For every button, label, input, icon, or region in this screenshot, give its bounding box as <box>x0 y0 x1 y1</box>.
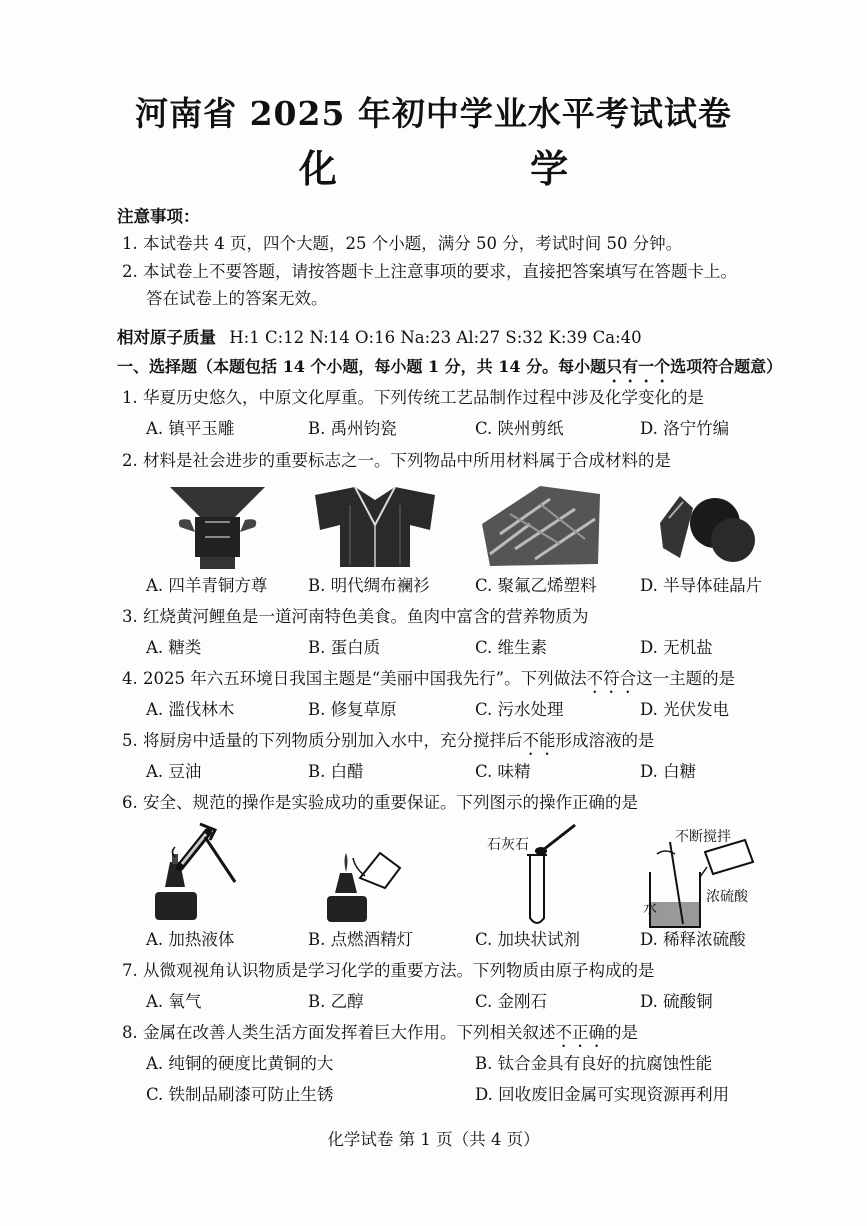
q5-stem-a: 5. 将厨房中适量的下列物质分别加入水中，充分搅拌后 <box>122 731 523 750</box>
q3-option-c: C. 维生素 <box>475 638 548 657</box>
q5-stem <box>122 730 655 759</box>
notice-item-3: 答在试卷上的答案无效。 <box>146 289 328 308</box>
section1-heading-a: 一、选择题（本题包括 14 个小题，每小题 1 分，共 14 分。每小题 <box>117 357 607 376</box>
q6-option-d: D. 稀释浓硫酸 <box>640 930 746 949</box>
q7-option-a: A. 氧气 <box>146 992 202 1011</box>
q4-stem <box>122 668 735 697</box>
q4-option-a: A. 滥伐林木 <box>146 700 235 719</box>
q8-stem <box>122 1022 638 1051</box>
section1-heading <box>117 356 782 386</box>
q1-option-c: C. 陕州剪纸 <box>475 419 564 438</box>
q1-option-b: B. 禹州钧瓷 <box>308 419 397 438</box>
q3-option-b: B. 蛋白质 <box>308 638 381 657</box>
plastic-film-image <box>480 484 602 569</box>
atomic-mass-label: 相对原子质量 <box>117 328 216 347</box>
q8-option-a: A. 纯铜的硬度比黄铜的大 <box>146 1054 334 1073</box>
q4-option-d: D. 光伏发电 <box>640 700 730 719</box>
q6-option-b: B. 点燃酒精灯 <box>308 930 414 949</box>
notice-heading: 注意事项： <box>117 207 200 226</box>
q6-option-a: A. 加热液体 <box>146 930 235 949</box>
q8-stem-emphasis: 不正确 <box>555 1023 605 1042</box>
silicon-wafer-image <box>655 488 755 568</box>
q8-option-d: D. 回收废旧金属可实现资源再利用 <box>475 1085 730 1104</box>
q5-option-a: A. 豆油 <box>146 762 202 781</box>
q8-stem-b: 的是 <box>605 1023 638 1042</box>
q7-option-d: D. 硫酸铜 <box>640 992 713 1011</box>
q1-option-d: D. 洛宁竹编 <box>640 419 730 438</box>
q3-option-a: A. 糖类 <box>146 638 202 657</box>
q3-stem: 3. 红烧黄河鲤鱼是一道河南特色美食。鱼肉中富含的营养物质为 <box>122 607 589 626</box>
adding-block-reagent-figure <box>515 820 585 930</box>
q5-option-c: C. 味精 <box>475 762 531 781</box>
atomic-mass-values: H:1 C:12 N:14 O:16 Na:23 Al:27 S:32 K:39 Ca:40 <box>229 328 642 347</box>
q2-option-a: A. 四羊青铜方尊 <box>146 576 268 595</box>
q4-stem-a: 4. 2025 年六五环境日我国主题是“美丽中国我先行”。下列做法 <box>122 669 587 688</box>
lighting-alcohol-lamp-figure <box>325 838 405 928</box>
q5-stem-b: 形成溶液的是 <box>555 731 655 750</box>
q2-option-b: B. 明代绸布襕衫 <box>308 576 430 595</box>
exam-title: 河南省 2025 年初中学业水平考试试卷 <box>135 94 732 133</box>
section1-heading-emphasis: 只有一个 <box>606 357 671 376</box>
page-footer: 化学试卷 第 1 页（共 4 页） <box>327 1130 540 1149</box>
q4-stem-emphasis: 不符合 <box>586 669 637 688</box>
figure-label-stirring: 不断搅拌 <box>675 829 731 845</box>
q2-option-c: C. 聚氟乙烯塑料 <box>475 576 597 595</box>
q8-stem-a: 8. 金属在改善人类生活方面发挥着巨大作用。下列相关叙述 <box>122 1023 556 1042</box>
q5-stem-emphasis: 不能 <box>522 731 556 750</box>
q4-stem-b: 这一主题的是 <box>636 669 736 688</box>
q4-option-b: B. 修复草原 <box>308 700 397 719</box>
subject-title: 化 学 <box>298 146 659 191</box>
section1-heading-b: 选项符合题意） <box>670 357 783 376</box>
q1-stem: 1. 华夏历史悠久，中原文化厚重。下列传统工艺品制作过程中涉及化学变化的是 <box>122 388 704 407</box>
q4-option-c: C. 污水处理 <box>475 700 564 719</box>
q8-option-b: B. 钛合金具有良好的抗腐蚀性能 <box>475 1054 713 1073</box>
heating-liquid-figure <box>150 822 245 927</box>
silk-robe-image <box>310 485 440 570</box>
q1-option-a: A. 镇平玉雕 <box>146 419 235 438</box>
diluting-acid-figure <box>645 832 760 932</box>
q6-option-c: C. 加块状试剂 <box>475 930 581 949</box>
q6-stem: 6. 安全、规范的操作是实验成功的重要保证。下列图示的操作正确的是 <box>122 793 638 812</box>
q7-stem: 7. 从微观视角认识物质是学习化学的重要方法。下列物质由原子构成的是 <box>122 961 655 980</box>
q5-option-d: D. 白糖 <box>640 762 697 781</box>
q8-option-c: C. 铁制品刷漆可防止生锈 <box>146 1085 334 1104</box>
q2-stem: 2. 材料是社会进步的重要标志之一。下列物品中所用材料属于合成材料的是 <box>122 451 671 470</box>
q7-option-b: B. 乙醇 <box>308 992 364 1011</box>
bronze-zun-image <box>165 482 270 572</box>
q2-option-d: D. 半导体硅晶片 <box>640 576 763 595</box>
q7-option-c: C. 金刚石 <box>475 992 548 1011</box>
figure-label-water: 水 <box>643 901 657 917</box>
figure-label-limestone: 石灰石 <box>487 837 529 853</box>
notice-item-1: 1. 本试卷共 4 页，四个大题，25 个小题，满分 50 分，考试时间 50 分钟。 <box>122 234 683 253</box>
atomic-mass-line <box>117 327 642 349</box>
q3-option-d: D. 无机盐 <box>640 638 713 657</box>
figure-label-concentrated-acid: 浓硫酸 <box>706 889 748 905</box>
notice-item-2: 2. 本试卷上不要答题，请按答题卡上注意事项的要求，直接把答案填写在答题卡上。 <box>122 262 737 281</box>
q5-option-b: B. 白醋 <box>308 762 364 781</box>
